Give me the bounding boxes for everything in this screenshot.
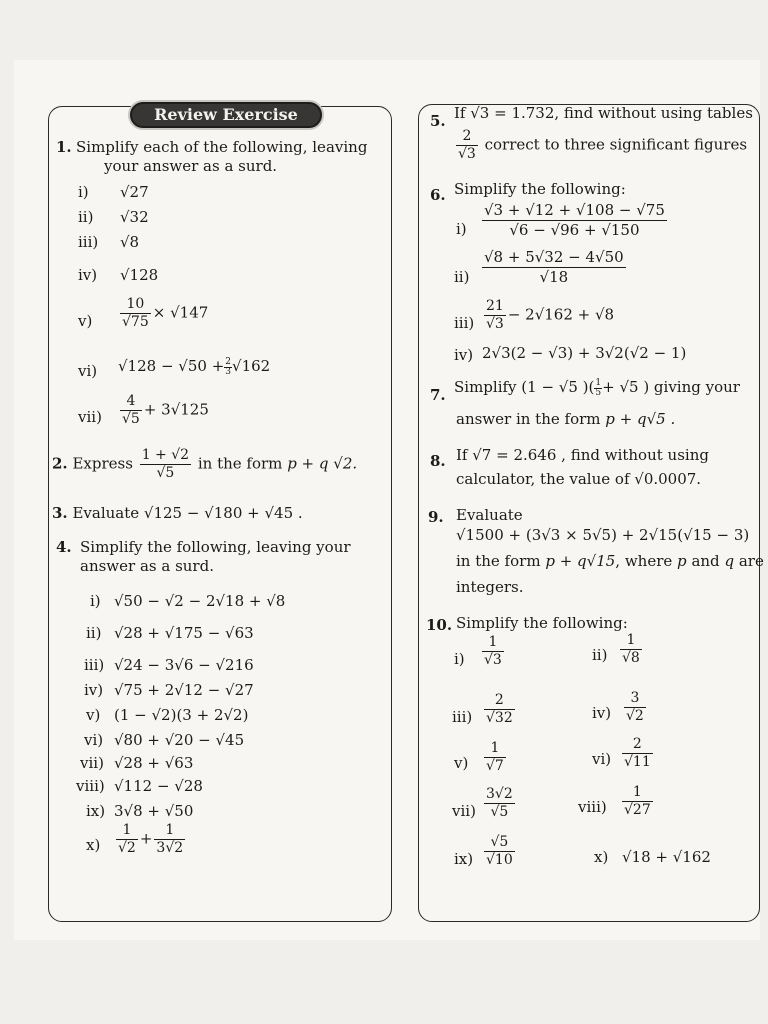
q9-expr: √1500 + (3√3 × 5√5) + 2√15(√15 − 3) [456, 526, 750, 544]
frac-numerator: 1 [116, 822, 138, 840]
fraction [624, 690, 646, 725]
q9-text: in the form [456, 552, 541, 570]
q10-item-expr: √18 + √162 [622, 848, 711, 866]
q7-text-pre: Simplify (1 − √5 )( [454, 378, 595, 396]
q1-text-line1: Simplify each of the following, leaving [76, 138, 368, 156]
q10-item-label: viii) [578, 798, 607, 816]
frac-denominator: √3 [484, 652, 502, 668]
frac-denominator: √5 [156, 465, 175, 481]
q3-text: Evaluate √125 − √180 + √45 . [72, 504, 303, 522]
q8-number: 8. [430, 452, 446, 470]
q4-item-expr: √50 − √2 − 2√18 + √8 [114, 592, 286, 610]
q4-item-expr: √24 − 3√6 − √216 [114, 656, 254, 674]
fraction [620, 632, 642, 667]
q4-item-label: i) [90, 592, 101, 610]
q7-form: p + q√5 . [605, 410, 676, 428]
q4-item-label: v) [86, 706, 101, 724]
q1-item-label: i) [78, 183, 89, 201]
frac-denominator: √18 [539, 268, 569, 286]
frac-numerator: 1 [482, 634, 504, 652]
fraction [484, 740, 506, 775]
q4-number: 4. [56, 538, 72, 556]
q2-form: p + q √2. [287, 454, 358, 473]
frac-numerator: 2 [456, 128, 478, 146]
frac-numerator: 1 + √2 [141, 447, 190, 463]
q4-item-label: ii) [86, 624, 102, 642]
q1-item-expr: √128 [120, 266, 159, 284]
q7-number: 7. [430, 386, 446, 404]
frac-denominator: √10 [486, 852, 513, 868]
frac-denominator: √27 [624, 802, 651, 818]
fraction [482, 248, 626, 287]
q4-item-label: iii) [84, 656, 105, 674]
fraction [120, 296, 151, 331]
q4-item-expr: √75 + 2√12 − √27 [114, 681, 254, 699]
frac-denominator: √11 [624, 754, 651, 770]
frac-denominator: 3√2 [156, 840, 184, 856]
q4-item-x-expr: $\frac{1}{√2}$ + $\frac{1}{3√2}$ [118, 822, 184, 856]
q4-item-expr: √28 + √63 [114, 754, 194, 772]
frac-numerator: 1 [154, 822, 185, 840]
q10-item-label: vii) [452, 802, 476, 820]
q3-number: 3. [52, 504, 68, 522]
q4-text-line2: answer as a surd. [80, 557, 214, 575]
fraction [482, 201, 667, 240]
q9-var-q: q [724, 552, 735, 570]
q1-item-expr: √32 [120, 208, 149, 226]
q1-item-label: iv) [78, 266, 98, 284]
fraction [456, 128, 478, 163]
q5-text-line2: correct to three significant figures [484, 135, 748, 154]
q1-item-label: iii) [78, 233, 99, 251]
q6-item-label: ii) [454, 268, 470, 286]
q2-number: 2. [52, 454, 68, 473]
q1-item-label: v) [78, 312, 93, 330]
q6-item-label: i) [456, 220, 467, 238]
fraction [140, 447, 191, 482]
q1-item-expr: √27 [120, 183, 149, 201]
small-fraction [224, 358, 232, 377]
q6-item-expr: 2√3(2 − √3) + 3√2(√2 − 1) [482, 344, 687, 362]
fraction [484, 834, 515, 869]
q6-item-ii-expr [480, 248, 628, 287]
q10-item-expr [482, 834, 517, 869]
review-exercise-title: Review Exercise [130, 102, 322, 128]
q1-item-expr: √8 [120, 233, 140, 251]
q9-form: p + q√15 [545, 552, 616, 570]
q1-text-line2: your answer as a surd. [104, 157, 278, 175]
q1-item-label: vii) [78, 408, 102, 426]
q10-item-expr [482, 692, 517, 727]
q1-item-vii-expr [118, 393, 209, 428]
q9-line3 [456, 552, 764, 570]
q4-item-expr: (1 − √2)(3 + 2√2) [114, 706, 249, 724]
frac-denominator: √2 [626, 708, 644, 724]
q6-item-i-expr [480, 201, 669, 240]
q10-item-expr [620, 736, 655, 771]
expr-rest: × √147 [152, 303, 209, 322]
frac-denominator: √75 [122, 314, 149, 330]
frac-numerator: 4 [120, 393, 142, 411]
q10-item-expr [482, 740, 508, 775]
frac-numerator: 2 [622, 736, 653, 754]
q10-item-expr [482, 786, 517, 821]
frac-numerator: √5 [484, 834, 515, 852]
q2-line [52, 447, 357, 482]
q10-item-expr [620, 784, 655, 819]
q6-number: 6. [430, 186, 446, 204]
expr-rest: − 2√162 + √8 [507, 305, 615, 324]
q6-item-label: iv) [454, 346, 474, 364]
q1-item-v-expr [118, 296, 208, 331]
small-fraction [594, 379, 602, 398]
frac-denominator: √6 − √96 + √150 [509, 221, 640, 239]
frac-denominator: 5 [595, 387, 602, 398]
frac-denominator: √3 [458, 146, 476, 162]
q4-item-label: iv) [84, 681, 104, 699]
frac-denominator: √32 [486, 710, 513, 726]
q9-var-p: p [677, 552, 687, 570]
q9-text-post: , where [615, 552, 673, 570]
q10-item-expr [480, 634, 506, 669]
frac-numerator: 1 [595, 377, 602, 388]
frac-numerator: 3√2 [486, 786, 513, 802]
q6-text: Simplify the following: [454, 180, 626, 198]
fraction [622, 736, 653, 771]
frac-denominator: √8 [622, 650, 640, 666]
q8-text-line1: If √7 = 2.646 , find without using [456, 446, 709, 464]
frac-numerator: 3 [624, 690, 646, 708]
q1-item-label: ii) [78, 208, 94, 226]
expr-rest: √162 [232, 357, 271, 375]
expr-pre: √128 − √50 + [118, 357, 225, 375]
frac-denominator: 3 [225, 366, 232, 377]
q4-item-label: ix) [86, 802, 106, 820]
fraction [120, 393, 142, 428]
q10-text: Simplify the following: [456, 614, 628, 632]
q6-item-label: iii) [454, 314, 475, 332]
q9-text-are: are [738, 552, 764, 570]
fraction [116, 822, 138, 857]
q8-text-line2: calculator, the value of √0.0007. [456, 470, 702, 488]
q7-text-post: + √5 ) giving your [602, 378, 740, 396]
q5-text-line1: If √3 = 1.732, find without using tables [454, 104, 753, 122]
q9-number: 9. [428, 508, 444, 526]
frac-denominator: √3 [486, 316, 504, 332]
q10-item-expr [618, 632, 644, 667]
q10-item-label: ix) [454, 850, 474, 868]
frac-denominator: √2 [118, 840, 136, 856]
q7-text-line2: answer in the form [456, 410, 601, 428]
q10-item-expr [622, 690, 648, 725]
frac-numerator: 2 [484, 692, 515, 710]
q4-item-label: x) [86, 836, 101, 854]
q4-item-expr: √80 + √20 − √45 [114, 731, 245, 749]
q5-number: 5. [430, 112, 446, 130]
fraction [484, 692, 515, 727]
frac-numerator: 21 [486, 298, 504, 314]
q10-item-label: iv) [592, 704, 612, 722]
frac-numerator: 10 [120, 296, 151, 314]
q4-item-label: vii) [80, 754, 104, 772]
q6-item-iii-expr [482, 298, 614, 333]
q10-item-label: iii) [452, 708, 473, 726]
q4-item-expr: √112 − √28 [114, 777, 203, 795]
frac-numerator: √8 + 5√32 − 4√50 [484, 248, 624, 266]
q1-number: 1. [56, 138, 72, 156]
q1-item-label: vi) [78, 362, 98, 380]
frac-numerator: √3 + √12 + √108 − √75 [484, 201, 665, 219]
fraction [482, 634, 504, 669]
frac-numerator: 1 [484, 740, 506, 758]
q2-text: Express [72, 454, 133, 473]
q9-text-line4: integers. [456, 578, 524, 596]
q9-text-line1: Evaluate [456, 506, 523, 524]
q7-line1 [454, 378, 740, 398]
fraction [484, 298, 506, 333]
q2-text-post: in the form [197, 454, 283, 473]
frac-numerator: 1 [620, 632, 642, 650]
frac-denominator: √5 [122, 411, 140, 427]
q7-line2 [456, 410, 675, 428]
fraction [484, 786, 515, 821]
q10-item-label: i) [454, 650, 465, 668]
q10-item-label: v) [454, 754, 469, 772]
q10-item-label: vi) [592, 750, 612, 768]
fraction [622, 784, 653, 819]
q3-line [52, 504, 303, 522]
expr-rest: + 3√125 [143, 400, 209, 419]
q4-item-label: viii) [76, 777, 105, 795]
q4-item-expr: √28 + √175 − √63 [114, 624, 254, 642]
q10-item-label: ii) [592, 646, 608, 664]
frac-denominator: √5 [490, 804, 509, 820]
q5-line2 [454, 128, 747, 163]
fraction [154, 822, 185, 857]
frac-numerator: 2 [225, 356, 232, 367]
q9-text-and: and [691, 552, 720, 570]
q4-item-label: vi) [84, 731, 104, 749]
q4-text-line1: Simplify the following, leaving your [80, 538, 351, 556]
q1-item-vi-expr [118, 357, 270, 377]
frac-denominator: √7 [486, 758, 504, 774]
q10-item-label: x) [594, 848, 609, 866]
q4-item-expr: 3√8 + √50 [114, 802, 194, 820]
q10-number: 10. [426, 616, 453, 634]
frac-numerator: 1 [622, 784, 653, 802]
